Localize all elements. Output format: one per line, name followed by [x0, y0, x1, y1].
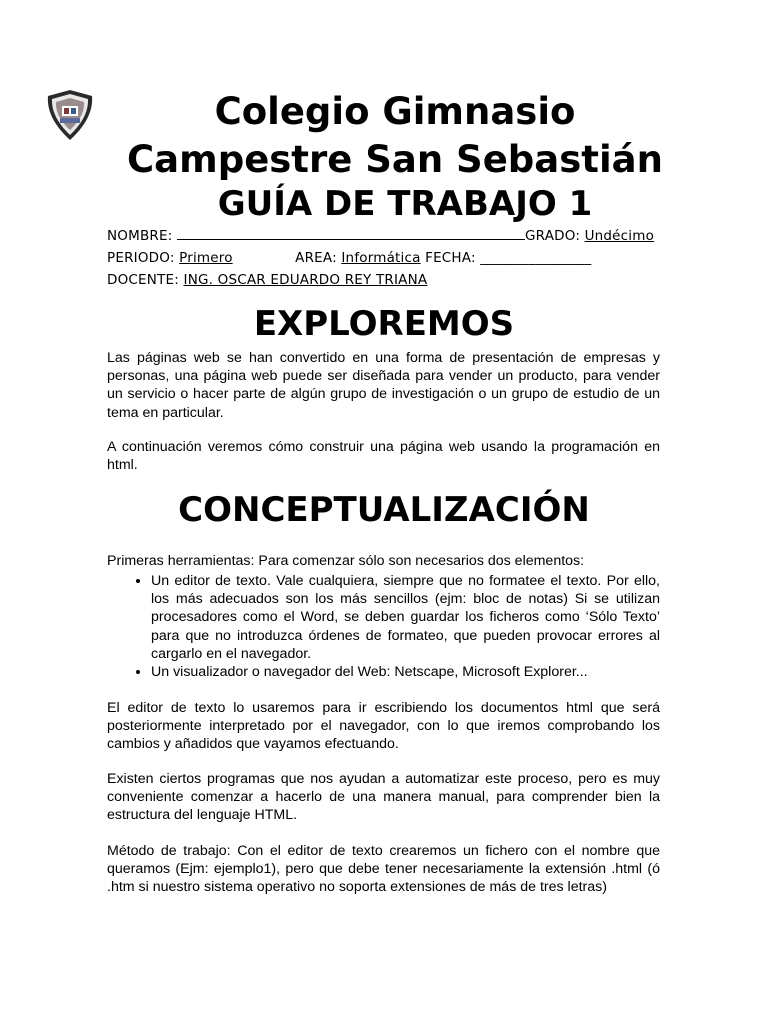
info-row-nombre: [107, 226, 654, 246]
info-row-periodo: [107, 248, 591, 268]
school-name-line2: Campestre San Sebastián: [127, 138, 663, 181]
nombre-label: NOMBRE:: [107, 228, 173, 244]
guide-title: GUÍA DE TRABAJO 1: [217, 184, 593, 224]
conceptualizacion-heading: CONCEPTUALIZACIÓN: [178, 490, 590, 530]
fecha-label: FECHA:: [425, 250, 476, 266]
grado-value: Undécimo: [584, 228, 655, 244]
area-label: AREA:: [295, 250, 337, 266]
conceptualizacion-intro: Primeras herramientas: Para comenzar sólo son necesarios dos elementos:: [107, 553, 585, 569]
school-name-line1: Colegio Gimnasio: [214, 90, 576, 133]
conceptualizacion-paragraph-3: El editor de texto lo usaremos para ir escribiendo los documentos html que será posteriormente interpretado por el navegador, con lo que iremos comprobando los cambios y añadidos que vayamos efectuando.: [107, 700, 660, 753]
grado-label: GRADO:: [525, 228, 581, 244]
conceptualizacion-paragraph-5: Método de trabajo: Con el editor de texto crearemos un fichero con el nombre que queramos (Ejm: ejemplo1), pero que debe tener necesariamente la extensión .html (ó .htm si nuestro sistema operativo no soporta extensiones de más de tres letras): [107, 843, 660, 896]
area-value: Informática: [341, 250, 421, 266]
periodo-value: Primero: [179, 250, 233, 266]
list-item: • Un visualizador o navegador del Web: Netscape, Microsoft Explorer...: [151, 663, 660, 681]
nombre-blank-line: [177, 226, 525, 240]
conceptualizacion-paragraph-4: Existen ciertos programas que nos ayudan a automatizar este proceso, pero es muy conveniente comenzar a hacerlo de una manera manual, para comprender bien la estructura del lenguaje HTML.: [107, 771, 660, 824]
exploremos-paragraph-1: Las páginas web se han convertido en una forma de presentación de empresas y personas, una página web puede ser diseñada para vender un producto, para vender un servicio o hacer parte de algún grupo de investigación o un grupo de estudio de un tema en particular.: [107, 350, 660, 421]
exploremos-heading: EXPLOREMOS: [253, 304, 515, 344]
docente-value: ING. OSCAR EDUARDO REY TRIANA: [183, 272, 428, 288]
fecha-blank: ________________: [480, 250, 592, 266]
tools-list: [107, 572, 660, 681]
periodo-label: PERIODO:: [107, 250, 175, 266]
list-item: • Un editor de texto. Vale cualquiera, siempre que no formatee el texto. Por ello, los más adecuados son los más sencillos (ejm: bloc de notas) Si se utilizan procesadores como el Word, se deben guardar los ficheros como ‘Sólo Texto’ para que no introduzca órdenes de formateo, que pueden provocar errores al cargarlo en el navegador.: [151, 572, 660, 663]
docente-label: DOCENTE:: [107, 272, 180, 288]
info-row-docente: [107, 270, 427, 290]
exploremos-paragraph-2: A continuación veremos cómo construir una página web usando la programación en html.: [107, 439, 660, 474]
